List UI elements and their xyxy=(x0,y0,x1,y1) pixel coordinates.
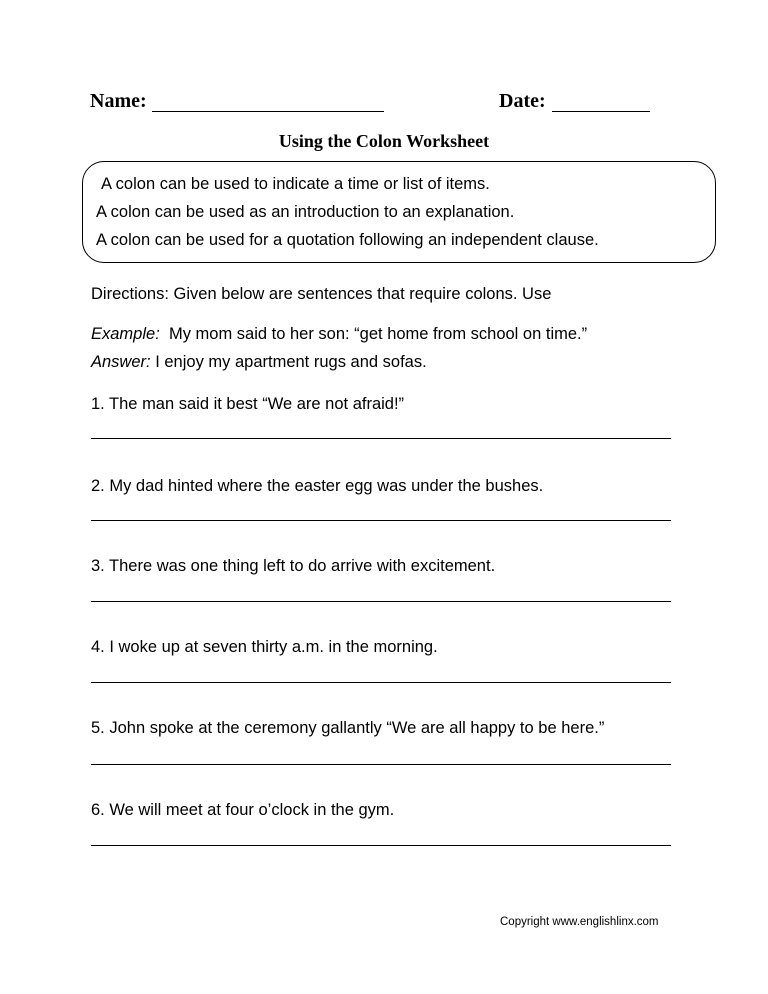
question-item: 2. My dad hinted where the easter egg was under the bushes. xyxy=(91,477,544,495)
page-title: Using the Colon Worksheet xyxy=(278,131,490,151)
question-item: 6. We will meet at four o’clock in the gym. xyxy=(91,801,395,819)
example-line xyxy=(91,325,587,344)
date-label: Date: xyxy=(499,90,546,112)
answer-label: Answer: xyxy=(91,353,151,371)
question-item: 5. John spoke at the ceremony gallantly “We are all happy to be here.” xyxy=(91,719,605,737)
question-item: 3. There was one thing left to do arrive with excitement. xyxy=(91,557,496,575)
answer-text: I enjoy my apartment rugs and sofas. xyxy=(155,353,427,371)
answer-blank xyxy=(91,520,671,521)
directions-text: Directions: Given below are sentences that require colons. Use xyxy=(91,285,552,303)
rule-item: A colon can be used for a quotation following an independent clause. xyxy=(96,231,599,249)
name-label: Name: xyxy=(90,90,147,112)
date-blank xyxy=(552,111,650,112)
answer-blank xyxy=(91,682,671,683)
name-blank xyxy=(152,111,384,112)
rule-item: A colon can be used as an introduction to an explanation. xyxy=(96,203,515,221)
example-label: Example: xyxy=(91,325,160,343)
answer-blank xyxy=(91,438,671,439)
worksheet-header xyxy=(90,90,680,116)
answer-blank xyxy=(91,601,671,602)
copyright-text: Copyright www.englishlinx.com xyxy=(500,916,659,928)
question-item: 1. The man said it best “We are not afraid!” xyxy=(91,395,405,413)
answer-blank xyxy=(91,764,671,765)
answer-example-line xyxy=(91,353,427,372)
question-item: 4. I woke up at seven thirty a.m. in the morning. xyxy=(91,638,438,656)
answer-blank xyxy=(91,845,671,846)
rule-item: A colon can be used to indicate a time or list of items. xyxy=(101,175,490,193)
example-text: My mom said to her son: “get home from school on time.” xyxy=(168,325,588,343)
